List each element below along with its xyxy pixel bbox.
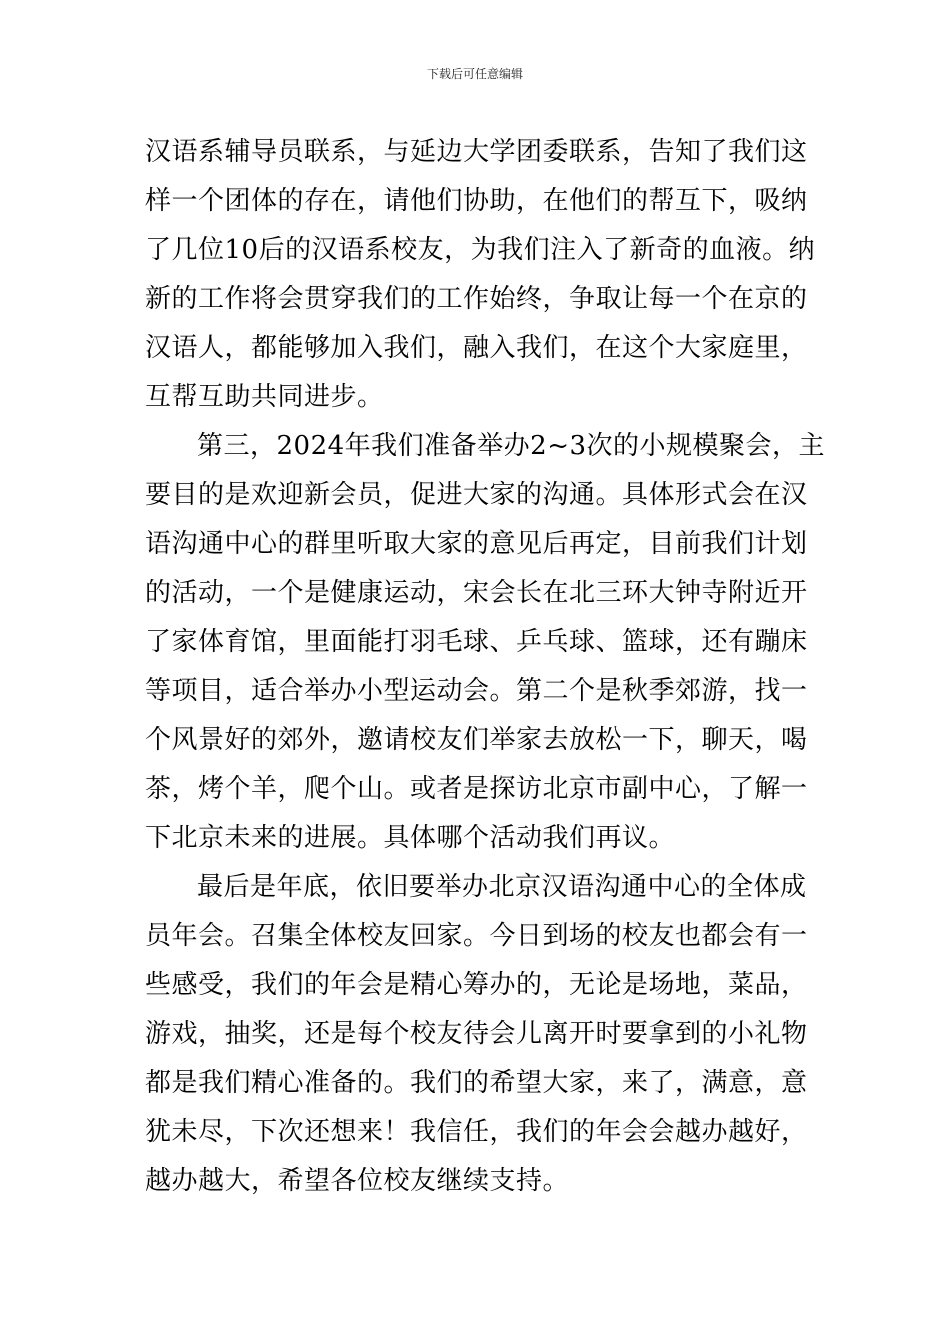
text-line: 互帮互助共同进步。 [145, 382, 384, 412]
text-line: 语沟通中心的群里听取大家的意见后再定，目前我们计划 [145, 529, 808, 559]
paragraph [145, 128, 816, 422]
paragraph [145, 422, 826, 863]
text-line: 员年会。召集全体校友回家。今日到场的校友也都会有一 [145, 921, 808, 951]
text-line: 下北京未来的进展。具体哪个活动我们再议。 [145, 823, 676, 853]
text-line: 汉语系辅导员联系，与延边大学团委联系，告知了我们这 [145, 137, 808, 167]
text-line: 茶，烤个羊，爬个山。或者是探访北京市副中心，了解一 [145, 774, 808, 804]
text-line: 都是我们精心准备的。我们的希望大家，来了，满意，意 [145, 1068, 808, 1098]
page-header: 下载后可任意编辑 [426, 67, 523, 81]
text-line: 了几位10后的汉语系校友，为我们注入了新奇的血液。纳 [145, 235, 816, 265]
text-line: 游戏，抽奖，还是每个校友待会儿离开时要拿到的小礼物 [145, 1019, 808, 1049]
text-line: 新的工作将会贯穿我们的工作始终，争取让每一个在京的 [145, 284, 808, 314]
text-line: 的活动，一个是健康运动，宋会长在北三环大钟寺附近开 [145, 578, 808, 608]
text-line: 汉语人，都能够加入我们，融入我们，在这个大家庭里， [145, 333, 808, 363]
document-body [145, 128, 826, 1206]
text-line: 越办越大，希望各位校友继续支持。 [145, 1166, 570, 1196]
text-line: 样一个团体的存在，请他们协助，在他们的帮互下，吸纳 [145, 186, 808, 216]
paragraph [145, 863, 810, 1206]
text-line: 了家体育馆，里面能打羽毛球、乒乓球、篮球，还有蹦床 [145, 627, 808, 657]
text-line: 要目的是欢迎新会员，促进大家的沟通。具体形式会在汉 [145, 480, 808, 510]
text-line: 等项目，适合举办小型运动会。第二个是秋季郊游，找一 [145, 676, 808, 706]
text-line: 最后是年底，依旧要举办北京汉语沟通中心的全体成 [197, 872, 807, 902]
text-line: 第三，2024年我们准备举办2~3次的小规模聚会，主 [197, 431, 826, 461]
text-line: 个风景好的郊外，邀请校友们举家去放松一下，聊天，喝 [145, 725, 808, 755]
text-line: 犹未尽，下次还想来！我信任，我们的年会会越办越好， [145, 1117, 808, 1147]
text-line: 些感受，我们的年会是精心筹办的，无论是场地，菜品， [145, 970, 808, 1000]
